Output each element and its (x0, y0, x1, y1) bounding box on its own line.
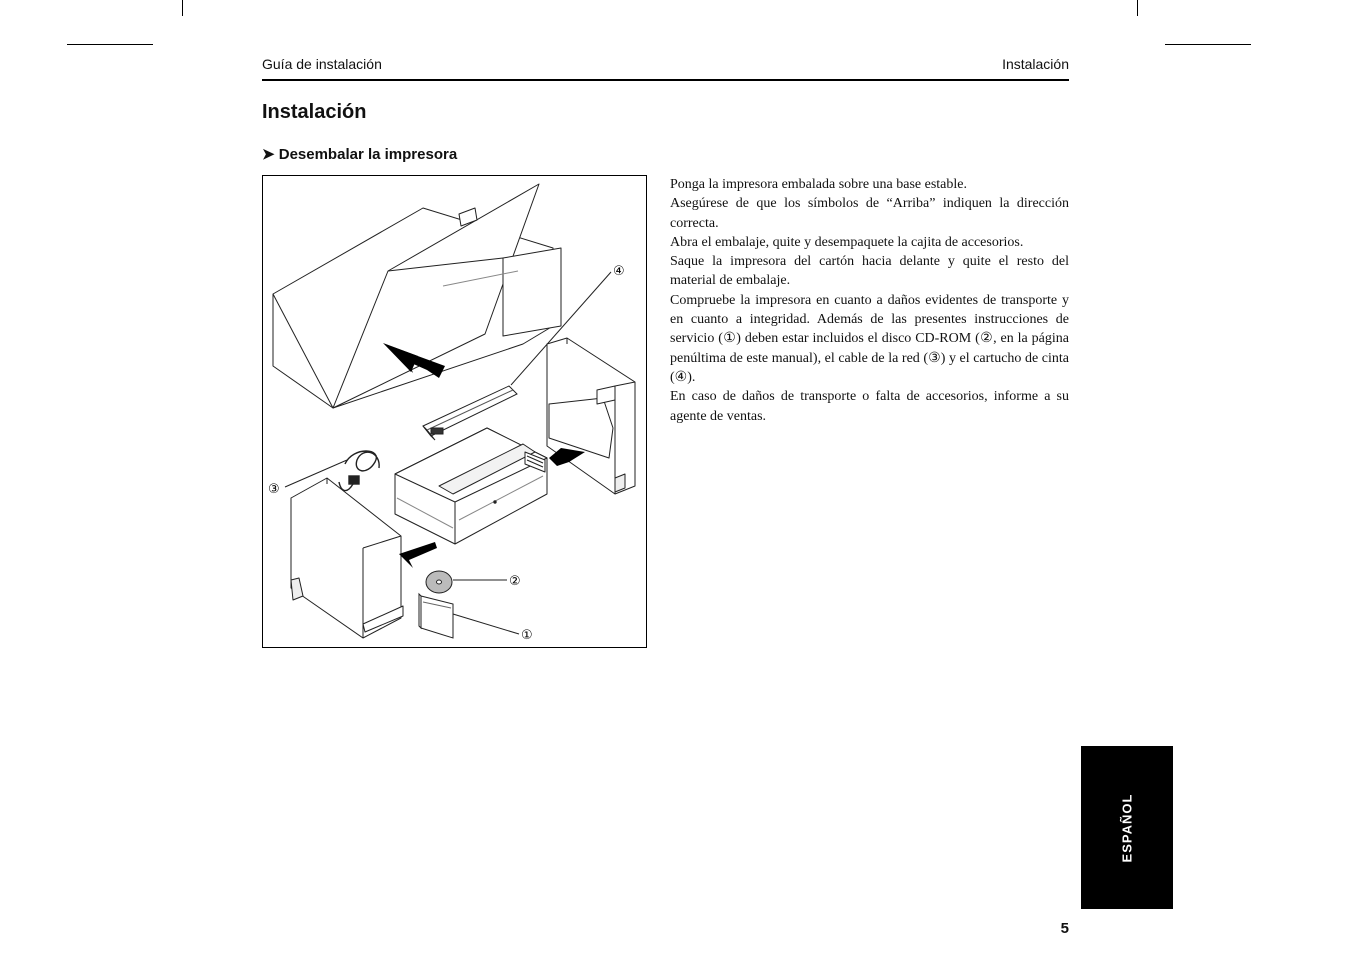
printer (395, 428, 547, 544)
carton-side-flap (503, 248, 561, 336)
unpacking-drawing (263, 176, 648, 649)
subsection-title: ➤ Desembalar la impresora (262, 146, 458, 163)
paragraph: Saque la impresora del cartón hacia delante y quite el resto del material de embalaje. (670, 254, 1069, 289)
instructions-text (670, 175, 1069, 426)
paragraph: Abra el embalaje, quite y desempaquete la cajita de accesorios. (670, 234, 1024, 250)
power-cable (339, 451, 379, 491)
manual-booklet (419, 594, 453, 638)
header-chapter-title: Instalación (1002, 56, 1069, 72)
ribbon-cartridge (423, 386, 517, 440)
crop-mark-top-left-vertical (182, 0, 183, 16)
callout-4: ④ (613, 264, 625, 279)
header-guide-title: Guía de instalación (262, 56, 382, 72)
unpacking-illustration (262, 175, 647, 648)
paragraph: Compruebe la impresora en cuanto a daños evidentes de transporte y en cuanto a integridad. Además de las presentes instrucciones de servicio (①) deben estar incluidos el disco CD-ROM (②, en la página penúltima de este manual), el cable de la red (③) y el cartucho de cinta (④). (670, 292, 1069, 385)
language-tab (1081, 746, 1173, 909)
page-number: 5 (1060, 920, 1069, 937)
right-foam-block (547, 338, 635, 494)
paragraph: Asegúrese de que los símbolos de “Arriba” indiquen la dirección correcta. (670, 196, 1069, 231)
paragraph: En caso de daños de transporte o falta de accesorios, informe a su agente de ventas. (670, 389, 1069, 424)
left-foam-block (291, 478, 403, 638)
section-title: Instalación (262, 101, 367, 123)
running-header (262, 55, 1069, 81)
crop-mark-top-right-vertical (1137, 0, 1138, 16)
callout-2: ② (509, 574, 521, 589)
callout-3: ③ (268, 482, 280, 497)
arrow-foam-left (399, 542, 437, 568)
cd-disc (426, 571, 452, 593)
language-tab-label: ESPAÑOL (1119, 793, 1135, 862)
crop-mark-top-right-horizontal (1165, 44, 1251, 45)
crop-mark-top-left-horizontal (67, 44, 153, 45)
paragraph: Ponga la impresora embalada sobre una base estable. (670, 177, 968, 192)
callout-1: ① (521, 628, 533, 643)
